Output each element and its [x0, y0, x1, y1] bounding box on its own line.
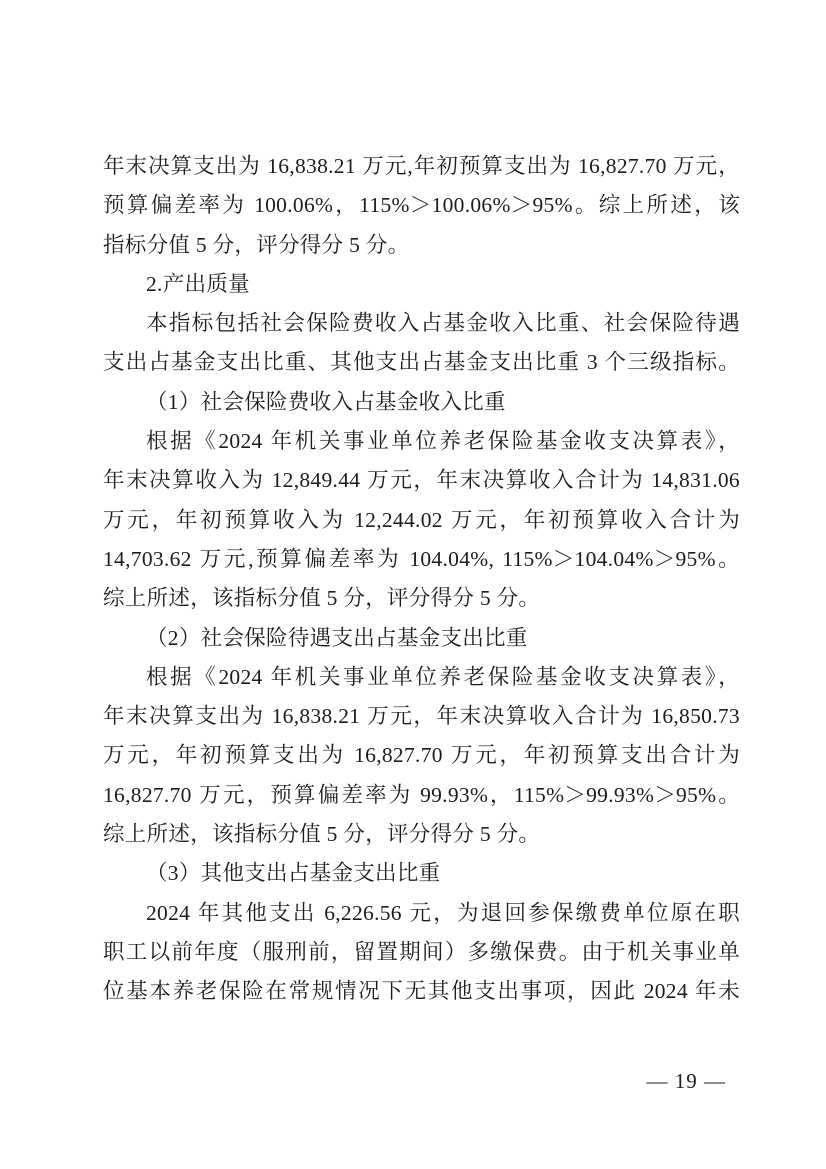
section-heading: 2.产出质量 — [146, 271, 250, 296]
text-line: 预算偏差率为 100.06%，115%＞100.06%＞95%。综上所述，该 — [103, 193, 740, 218]
text-line: 16,827.70 万元，预算偏差率为 99.93%，115%＞99.93%＞95%。 — [103, 782, 740, 807]
subsection-heading: （1）社会保险费收入占基金收入比重 — [146, 389, 506, 414]
text-line: 本指标包括社会保险费收入占基金收入比重、社会保险待遇 — [146, 311, 740, 336]
text-line: 根据《2024 年机关事业单位养老保险基金收支决算表》， — [146, 664, 740, 689]
subsection-heading: （2）社会保险待遇支出占基金支出比重 — [146, 625, 528, 650]
text-line: 根据《2024 年机关事业单位养老保险基金收支决算表》， — [146, 429, 740, 454]
text-line: 年末决算支出为 16,838.21 万元,年初预算支出为 16,827.70 万元， — [103, 154, 740, 178]
text-line: 年末决算支出为 16,838.21 万元，年末决算收入合计为 16,850.73 — [103, 704, 740, 729]
text-line: 年末决算收入为 12,849.44 万元，年末决算收入合计为 14,831.06 — [103, 468, 740, 493]
text-line: 综上所述，该指标分值 5 分，评分得分 5 分。 — [103, 822, 541, 847]
text-line: 支出占基金支出比重、其他支出占基金支出比重 3 个三级指标。 — [103, 350, 740, 375]
text-line: 万元，年初预算收入为 12,244.02 万元，年初预算收入合计为 — [103, 507, 740, 532]
text-line: 指标分值 5 分，评分得分 5 分。 — [103, 232, 410, 257]
subsection-heading: （3）其他支出占基金支出比重 — [146, 861, 441, 886]
page-number: — 19 — — [646, 1069, 726, 1093]
text-line: 2024 年其他支出 6,226.56 元，为退回参保缴费单位原在职 — [146, 900, 740, 925]
text-line: 位基本养老保险在常规情况下无其他支出事项，因此 2024 年未 — [103, 979, 740, 1004]
text-line: 职工以前年度（服刑前，留置期间）多缴保费。由于机关事业单 — [103, 939, 740, 964]
document-body — [103, 147, 740, 1012]
text-line: 万元，年初预算支出为 16,827.70 万元，年初预算支出合计为 — [103, 743, 740, 768]
text-line: 综上所述，该指标分值 5 分，评分得分 5 分。 — [103, 586, 541, 611]
text-line: 14,703.62 万元,预算偏差率为 104.04%, 115%＞104.04%＞95%。 — [103, 546, 740, 571]
